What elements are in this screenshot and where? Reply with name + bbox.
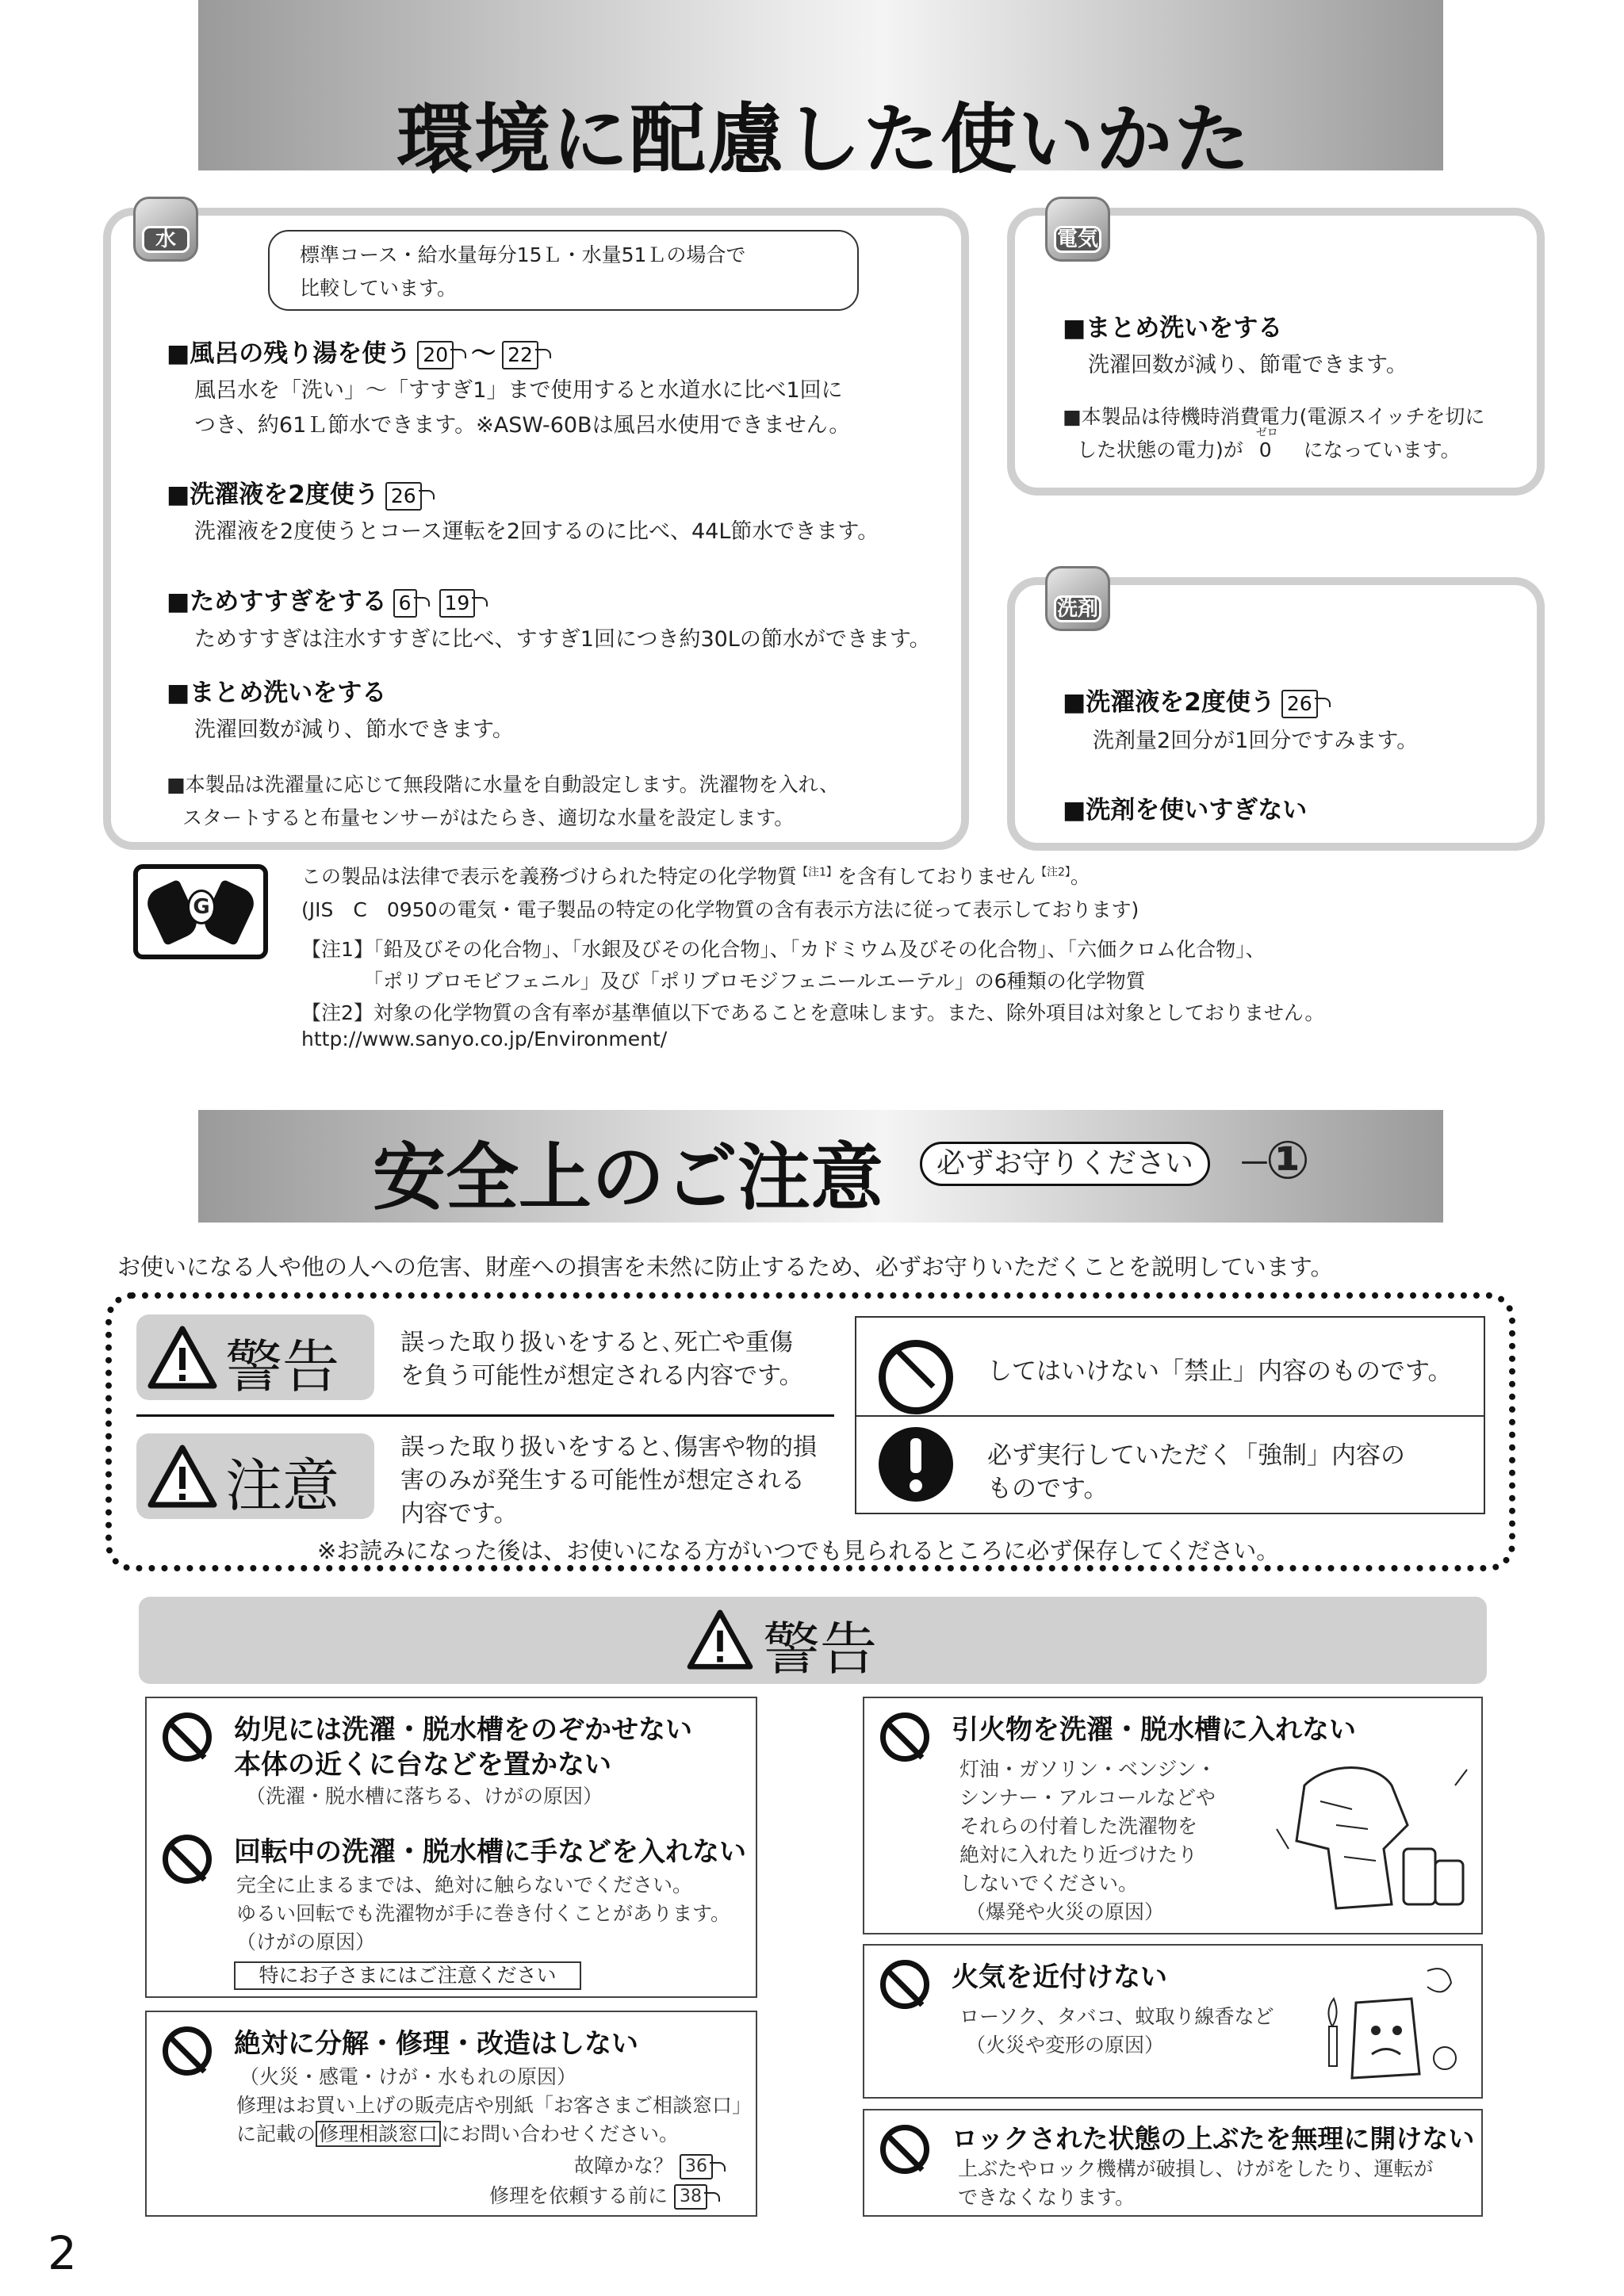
jmoss-line4: 「ポリブロモビフェニル」及び「ポリブロモジフェニールエーテル」の6種類の化学物質 [363, 970, 1146, 993]
w1-title3: 回転中の洗濯・脱水槽に手などを入れない [234, 1836, 746, 1868]
detergent-badge-label: 洗剤 [1054, 595, 1101, 622]
w5-desc1: 上ぶたやロック機構が破損し、けがをしたり、運転が [958, 2157, 1434, 2180]
zero-digit: 0 [1258, 438, 1272, 461]
warning-label-badge [136, 1314, 374, 1400]
water-item1-line1: 風呂水を「洗い」～「すすぎ1」まで使用すると水道水に比べ1回に [194, 378, 843, 403]
prohibition-icon [880, 1712, 929, 1762]
prohibit-desc: してはいけない「禁止」内容のものです。 [987, 1357, 1453, 1386]
page-ref-icon: 26 [1281, 690, 1318, 718]
jmoss-line1 [301, 861, 1090, 890]
safety-dash: － [1239, 1146, 1270, 1182]
prohibition-icon [163, 1712, 212, 1762]
j-moss-mark-icon [133, 864, 268, 959]
caution-label-badge [136, 1433, 374, 1519]
safety-intro: お使いになる人や他の人への危害、財産への損害を未然に防止するため、必ずお守りいただくことを説明しています。 [117, 1253, 1334, 1280]
detergent-line1: 洗剤量2回分が1回分ですみます。 [1093, 729, 1419, 753]
water-item2-title: ■洗濯液を2度使う [167, 480, 379, 509]
w4-desc2: （火災や変形の原因） [966, 2034, 1165, 2057]
electricity-line1: 洗濯回数が減り、節電できます。 [1088, 353, 1408, 377]
w2-title1: 絶対に分解・修理・改造はしない [234, 2028, 638, 2060]
warning-bar-triangle-icon [687, 1609, 753, 1670]
jmoss-line2: (JIS C 0950の電気・電子製品の特定の化学物質の含有表示方法に従って表示しております) [301, 898, 1139, 921]
water-item3-title: ■ためすすぎをする [167, 587, 387, 616]
jmoss-line1b: を含有しておりません [837, 865, 1036, 888]
w1-desc1: （洗濯・脱水槽に落ちる、けがの原因） [246, 1785, 603, 1808]
jmoss-line3: 【注1】「鉛及びその化合物」、「水銀及びその化合物」、「カドミウム及びその化合物」、「六価クロム化合物」、 [301, 938, 1266, 961]
legend-divider [136, 1414, 834, 1417]
jmoss-line1a: この製品は法律で表示を義務づけられた特定の化学物質 [301, 865, 798, 888]
w3-desc6: （爆発や火災の原因） [966, 1900, 1165, 1923]
w1-desc4: （けがの原因） [236, 1931, 376, 1954]
w1-child-note: 特にお子さまにはご注意ください [234, 1961, 581, 1990]
water-item1-heading [167, 333, 538, 369]
w2-desc3 [236, 2118, 679, 2147]
keep-note: ※お読みになった後は、お使いになる方がいつでも見られるところに必ず保存してください。 [317, 1537, 1280, 1564]
electricity-note2-text: した状態の電力)が [1077, 438, 1243, 461]
water-item3-heading [167, 581, 475, 618]
water-note-line1: 標準コース・給水量毎分15Ｌ・水量51Ｌの場合で [300, 243, 746, 266]
detergent-bubbles-icon [1045, 566, 1110, 631]
w1-desc2: 完全に止まるまでは、絶対に触らないでください。 [236, 1873, 693, 1896]
warning-desc2: を負う可能性が想定される内容です。 [400, 1362, 803, 1390]
water-item4-line1: 洗濯回数が減り、節水できます。 [194, 718, 514, 742]
warning-label-text: 警告 [225, 1334, 340, 1400]
fire-hazard-illustration [1308, 1955, 1467, 2086]
water-footnote1: ■本製品は洗濯量に応じて無段階に水量を自動設定します。洗濯物を入れ、 [167, 773, 840, 796]
w4-title1: 火気を近付けない [952, 1961, 1167, 1993]
flammables-clothes-illustration [1273, 1754, 1471, 1920]
detergent-heading2: ■洗剤を使いすぎない [1063, 796, 1308, 825]
zero-ruby: ゼロ [1255, 427, 1278, 439]
w2-ref2-text: 修理を依頼する前に [489, 2184, 668, 2207]
prohibition-icon [880, 2125, 929, 2174]
w2-ref2 [489, 2180, 707, 2210]
w1-title1: 幼児には洗濯・脱水槽をのぞかせない [234, 1714, 692, 1746]
prohibition-icon [880, 1960, 929, 2009]
page-ref-icon: 36 [680, 2154, 713, 2179]
page-ref-icon: 26 [385, 482, 422, 511]
safety-pill: 必ずお守りください [920, 1142, 1210, 1186]
w3-desc1: 灯油・ガソリン・ベンジン・ [959, 1758, 1216, 1781]
jmoss-note1-mark: 【注1】 [797, 866, 837, 879]
exclamation-bar [910, 1438, 921, 1473]
electricity-badge-label: 電気 [1054, 226, 1101, 253]
w2-ref1 [574, 2150, 713, 2179]
w3-title1: 引火物を洗濯・脱水槽に入れない [952, 1714, 1356, 1746]
env-title: 環境に配慮した使いかた [396, 95, 1251, 184]
jmoss-url: http://www.sanyo.co.jp/Environment/ [301, 1027, 668, 1050]
prohibition-icon [163, 1835, 212, 1884]
w1-desc3: ゆるい回転でも洗濯物が手に巻き付くことがあります。 [236, 1902, 731, 1925]
w2-desc1: （火災・感電・けが・水もれの原因） [239, 2065, 577, 2088]
warning-triangle-icon [147, 1326, 217, 1389]
jmoss-line1c: 。 [1070, 865, 1090, 888]
water-item1-title: ■風呂の残り湯を使う [167, 339, 412, 368]
page-ref-icon: 20 [417, 341, 454, 369]
water-drop-icon [133, 197, 198, 262]
w2-desc2: 修理はお買い上げの販売店や別紙「お客さまご相談窓口」 [236, 2094, 753, 2117]
water-item2-line1: 洗濯液を2度使うとコース運転を2回するのに比べ、44L節水できます。 [194, 519, 879, 544]
prohibition-icon [879, 1340, 953, 1414]
zero-value [1255, 427, 1278, 461]
w2-desc3a: に記載の [236, 2122, 316, 2145]
water-item4-heading: ■まとめ洗いをする [167, 679, 387, 707]
page-ref-icon: 19 [439, 589, 476, 618]
water-item3-line1: ためすすぎは注水すすぎに比べ、すすぎ1回につき約30Lの節水ができます。 [194, 627, 931, 652]
warning-bar-text: 警告 [763, 1616, 878, 1682]
tilde: ～ [471, 339, 496, 368]
j-moss-letter: G [187, 890, 216, 924]
jmoss-line5: 【注2】対象の化学物質の含有率が基準値以下であることを意味します。また、除外項目は対象としておりません。 [301, 1001, 1325, 1024]
detergent-heading1-text: ■洗濯液を2度使う [1063, 688, 1275, 717]
mandatory-desc2: ものです。 [987, 1475, 1109, 1503]
water-note-line2: 比較しています。 [300, 277, 458, 300]
w1-title2: 本体の近くに台などを置かない [234, 1749, 611, 1781]
warning-desc1: 誤った取り扱いをすると､死亡や重傷 [400, 1329, 793, 1357]
caution-desc1: 誤った取り扱いをすると､傷害や物的損 [400, 1433, 817, 1461]
detergent-heading1 [1063, 682, 1318, 718]
w3-desc3: それらの付着した洗濯物を [959, 1815, 1198, 1838]
safety-title: 安全上のご注意 [373, 1135, 884, 1220]
safety-number: ① [1266, 1130, 1310, 1191]
water-footnote2: スタートすると布量センサーがはたらき、適切な水量を設定します。 [182, 806, 795, 829]
w5-title1: ロックされた状態の上ぶたを無理に開けない [952, 2123, 1475, 2154]
page-ref-icon: 38 [674, 2184, 707, 2210]
electricity-note1: ■本製品は待機時消費電力(電源スイッチを切に [1063, 405, 1485, 428]
mandatory-icon [879, 1427, 953, 1502]
electricity-note3: になっています。 [1303, 438, 1461, 461]
page-ref-icon: 22 [502, 341, 538, 369]
lightning-icon [1045, 197, 1110, 262]
water-item2-heading [167, 474, 422, 511]
electricity-heading: ■まとめ洗いをする [1063, 314, 1283, 342]
prohibition-icon [163, 2026, 212, 2076]
page-number: 2 [48, 2226, 77, 2280]
water-badge-label: 水 [142, 226, 190, 253]
caution-label-text: 注意 [225, 1452, 340, 1519]
w3-desc2: シンナー・アルコールなどや [959, 1786, 1216, 1809]
mandatory-desc1: 必ず実行していただく「強制」内容の [987, 1441, 1405, 1470]
jmoss-note2-mark: 【注2】 [1035, 866, 1071, 879]
w3-desc5: しないでください。 [959, 1872, 1139, 1895]
w3-desc4: 絶対に入れたり近づけたり [959, 1843, 1198, 1866]
page-ref-icon: 6 [393, 589, 417, 618]
symbol-legend-divider [855, 1415, 1485, 1417]
electricity-note2 [1077, 427, 1461, 463]
w2-desc3c: にお問い合わせください。 [441, 2122, 680, 2145]
w2-ref1-text: 故障かな？ [574, 2154, 674, 2177]
w4-desc1: ローソク、タバコ、蚊取り線香など [959, 2005, 1274, 2028]
w2-repair-window: 修理相談窓口 [316, 2121, 441, 2147]
exclamation-dot [910, 1479, 922, 1492]
w5-desc2: できなくなります。 [958, 2186, 1136, 2209]
caution-triangle-icon [147, 1445, 217, 1508]
water-item1-line2: つき、約61Ｌ節水できます。※ASW-60Bは風呂水使用できません。 [194, 413, 851, 438]
caution-desc3: 内容です。 [400, 1500, 518, 1528]
caution-desc2: 害のみが発生する可能性が想定される [400, 1467, 805, 1494]
